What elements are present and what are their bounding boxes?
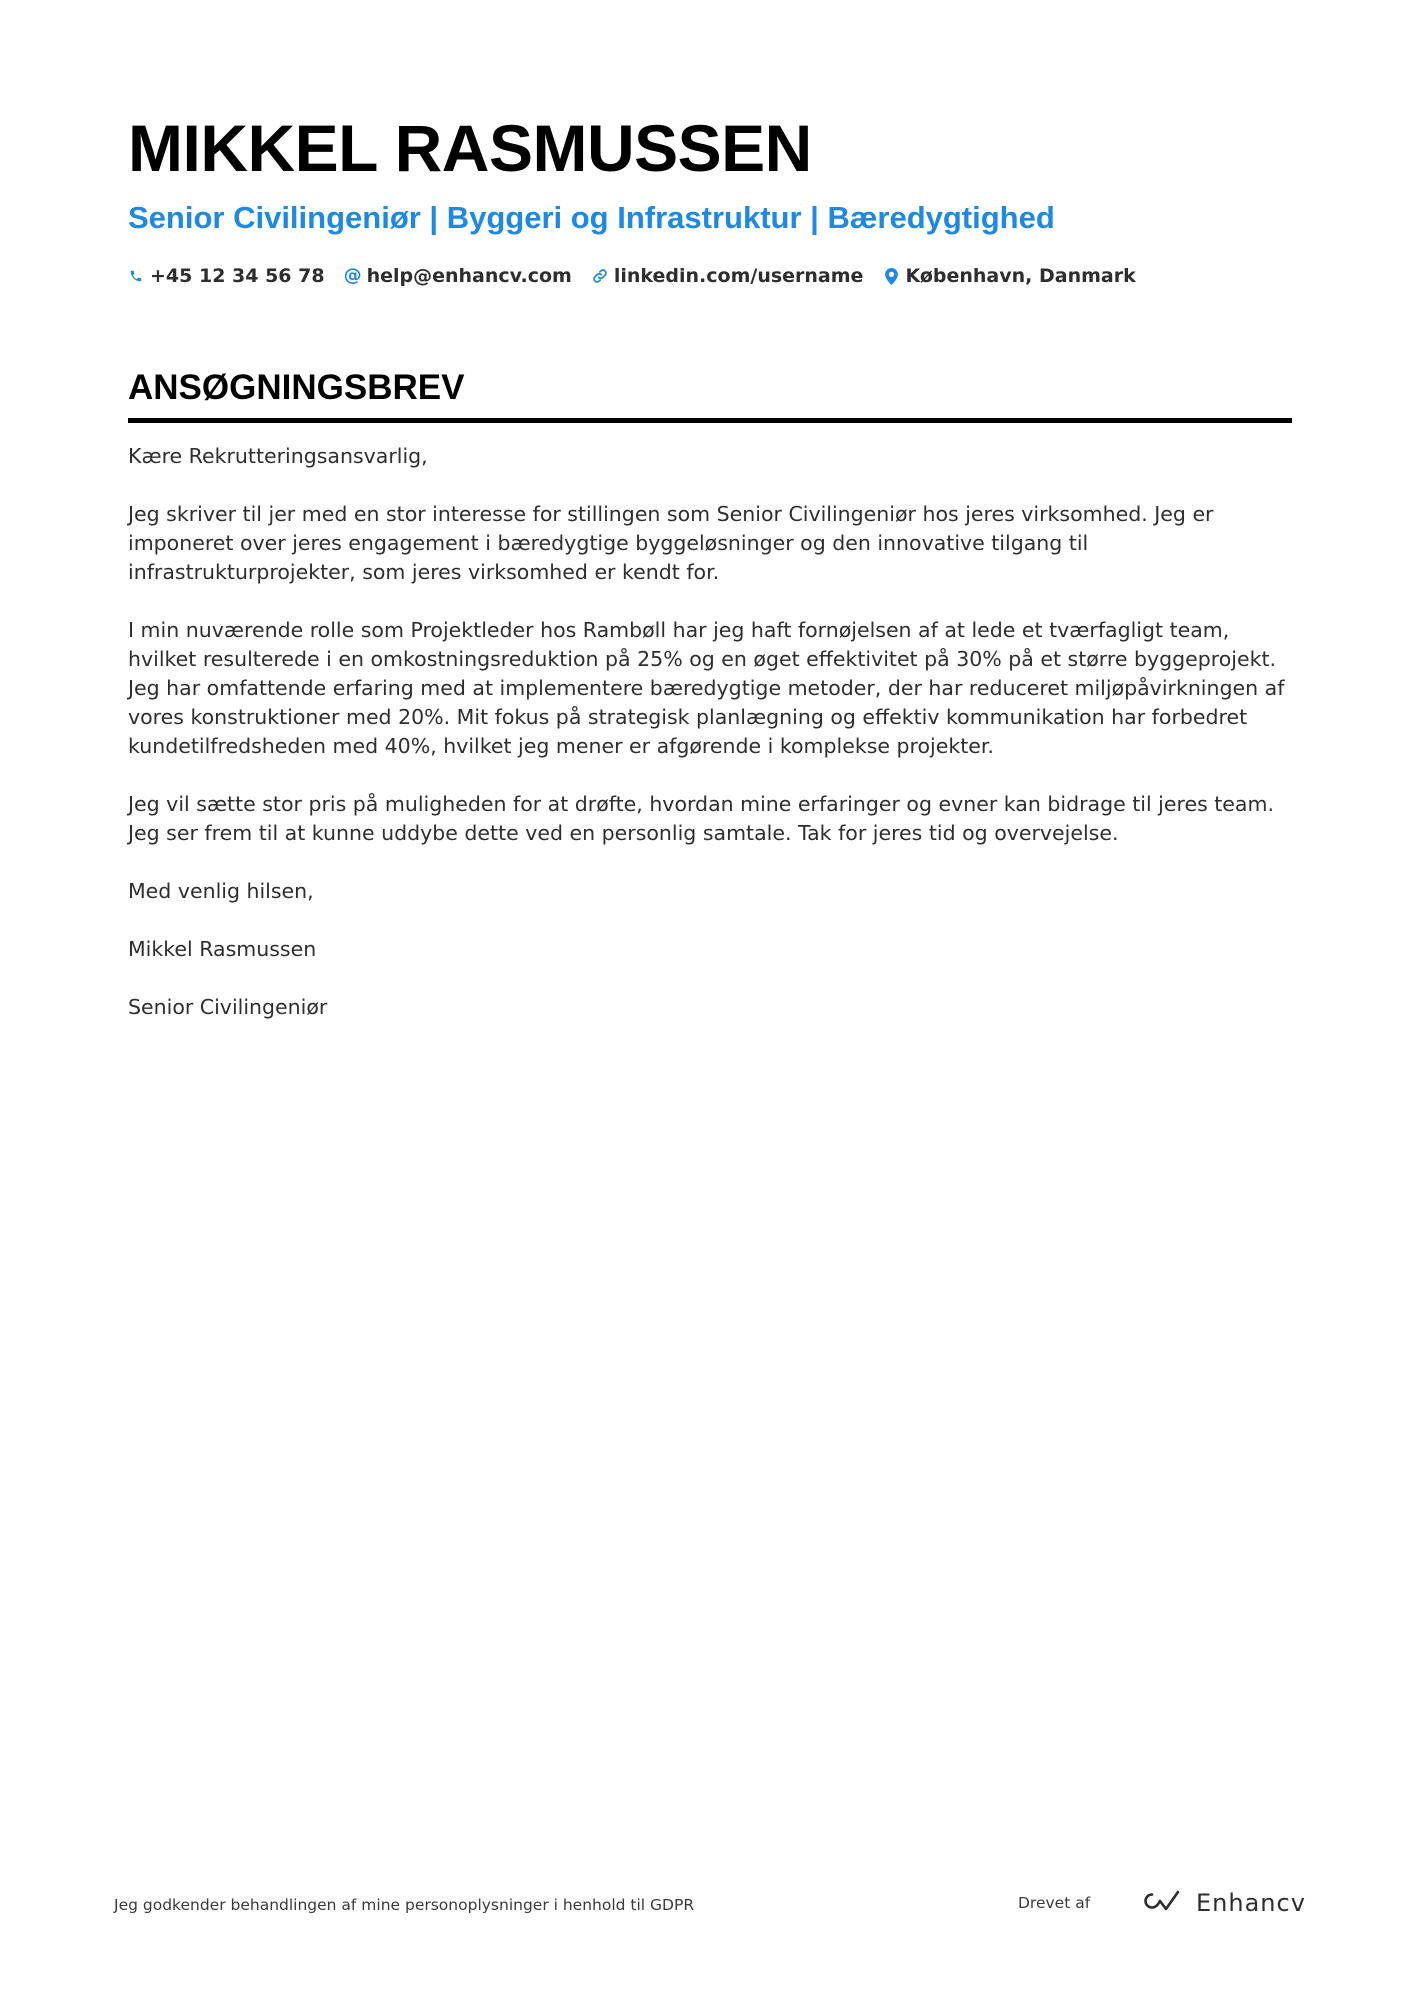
applicant-tagline: Senior Civilingeniør | Byggeri og Infrastruktur | Bæredygtighed (128, 200, 1055, 235)
section-title: ANSØGNINGSBREV (128, 368, 465, 407)
contact-email[interactable] (345, 264, 572, 288)
email-address: help@enhancv.com (366, 265, 572, 287)
gdpr-consent-text: Jeg godkender behandlingen af mine personoplysninger i henhold til GDPR (114, 1896, 695, 1914)
location-text: København, Danmark (905, 265, 1136, 287)
enhancv-wordmark: Enhancv (1196, 1889, 1306, 1917)
enhancv-logo-icon (1138, 1888, 1186, 1918)
at-icon: @ (343, 265, 362, 286)
letter-closing: Med venlig hilsen, (128, 879, 314, 903)
link-icon (592, 266, 608, 286)
signature-title: Senior Civilingeniør (128, 995, 328, 1019)
enhancv-brand[interactable] (1138, 1888, 1306, 1918)
contact-linkedin[interactable] (592, 264, 864, 288)
letter-body (128, 442, 1293, 1051)
letter-paragraph: Jeg vil sætte stor pris på muligheden for at drøfte, hvordan mine erfaringer og evner kan bidrage til jeres team. Jeg ser frem til at kunne uddybe dette ved en personlig samtale. Tak for jeres tid og overvejelse. (128, 792, 1274, 845)
letter-paragraph: I min nuværende rolle som Projektleder hos Rambøll har jeg haft fornøjelsen af at lede et tværfagligt team, hvilket resulterede i en omkostningsreduktion på 25% og en øget effektivitet på 30% på et større byggeprojekt. Jeg har omfattende erfaring med at implementere bæredygtige metoder, der har reduceret miljøpåvirkningen af vores konstruktioner med 20%. Mit fokus på strategisk planlægning og effektiv kommunikation har forbedret kundetilfredsheden med 40%, hvilket jeg mener er afgørende i komplekse projekter. (128, 618, 1285, 758)
section-divider (128, 418, 1292, 423)
phone-icon (128, 266, 144, 286)
linkedin-url: linkedin.com/username (613, 265, 864, 287)
phone-number: +45 12 34 56 78 (150, 265, 325, 287)
signature-name: Mikkel Rasmussen (128, 937, 317, 961)
contact-bar (128, 264, 1293, 288)
letter-paragraph: Jeg skriver til jer med en stor interesse for stillingen som Senior Civilingeniør hos jeres virksomhed. Jeg er imponeret over jeres engagement i bæredygtige byggeløsninger og den innovative tilgang til infrastrukturprojekter, som jeres virksomhed er kendt for. (128, 502, 1214, 584)
section-header (128, 366, 1292, 423)
applicant-name: MIKKEL RASMUSSEN (128, 111, 812, 185)
header (128, 108, 1293, 288)
contact-location (883, 264, 1135, 288)
powered-by-label: Drevet af (1018, 1894, 1091, 1912)
letter-greeting: Kære Rekrutteringsansvarlig, (128, 444, 428, 468)
location-pin-icon (883, 266, 899, 286)
contact-phone[interactable] (128, 264, 325, 288)
